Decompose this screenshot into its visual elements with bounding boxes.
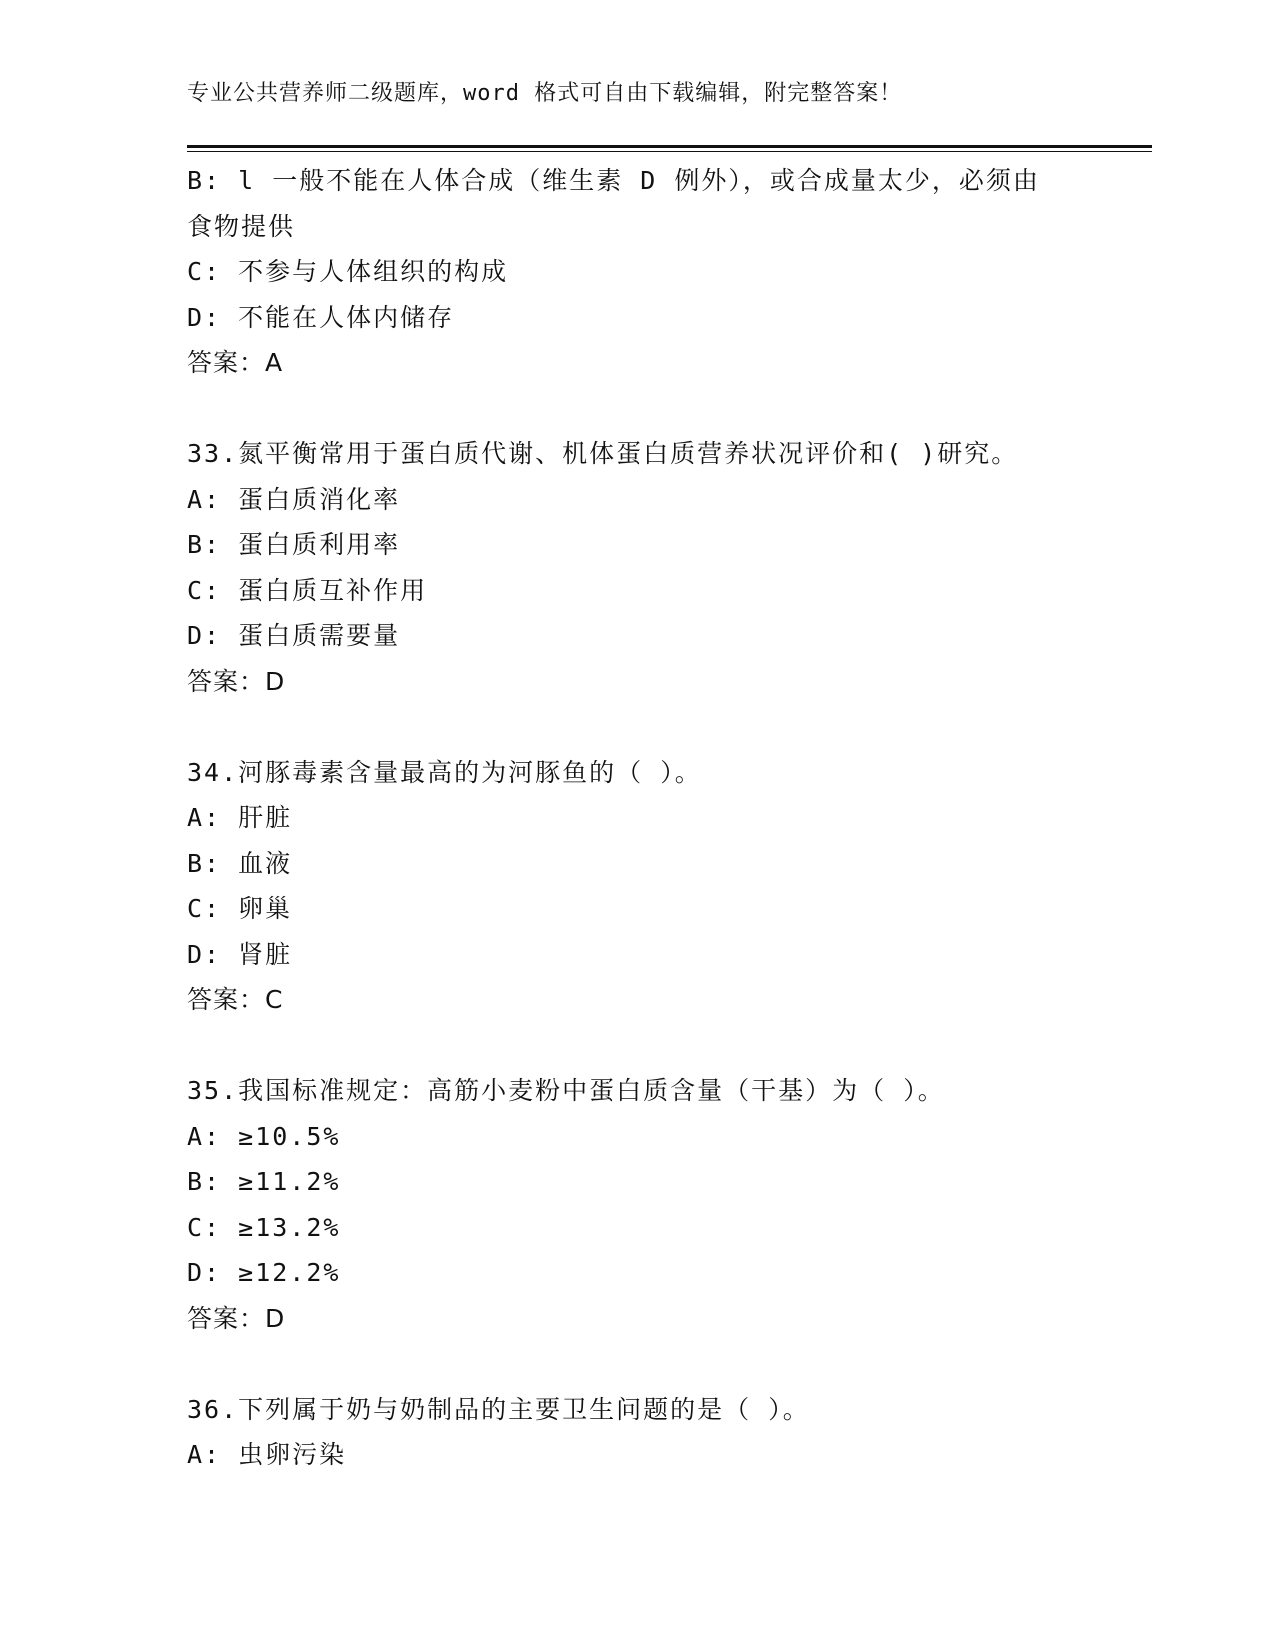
header-rule-thin (187, 151, 1152, 152)
question-content (187, 158, 1087, 1478)
header-rule-thick (187, 145, 1152, 148)
option-b-line2: 食物提供 (187, 211, 296, 241)
option-d: D: ≥12.2% (187, 1258, 341, 1287)
page-header: 专业公共营养师二级题库，word 格式可自由下载编辑，附完整答案！ (187, 81, 903, 106)
option-c: C: 不参与人体组织的构成 (187, 257, 509, 286)
spacer (187, 1341, 1087, 1387)
answer-line: 答案：D (187, 666, 286, 696)
spacer (187, 704, 1087, 750)
option-a: A: 肝脏 (187, 803, 293, 832)
option-b: B: 血液 (187, 848, 293, 878)
spacer (187, 1023, 1087, 1069)
option-a: A: ≥10.5% (187, 1121, 341, 1151)
question-stem: 33.氮平衡常用于蛋白质代谢、机体蛋白质营养状况评价和( )研究。 (187, 439, 1019, 468)
option-c: C: 蛋白质互补作用 (187, 575, 428, 605)
question-stem: 36.下列属于奶与奶制品的主要卫生问题的是（ ）。 (187, 1394, 810, 1424)
option-b-line1: B: l 一般不能在人体合成（维生素 D 例外），或合成量太少，必须由 (187, 166, 1040, 195)
option-c: C: ≥13.2% (187, 1212, 341, 1242)
question-stem: 34.河豚毒素含量最高的为河豚鱼的（ ）。 (187, 757, 702, 787)
option-a: A: 虫卵污染 (187, 1440, 347, 1469)
option-b: B: 蛋白质利用率 (187, 530, 401, 559)
option-a: A: 蛋白质消化率 (187, 484, 401, 514)
option-d: D: 蛋白质需要量 (187, 621, 401, 650)
answer-line: 答案：D (187, 1303, 286, 1333)
option-c: C: 卵巢 (187, 894, 293, 923)
option-d: D: 不能在人体内储存 (187, 302, 455, 332)
option-d: D: 肾脏 (187, 939, 293, 969)
spacer (187, 386, 1087, 432)
question-stem: 35.我国标准规定：高筋小麦粉中蛋白质含量（干基）为（ ）。 (187, 1076, 945, 1105)
answer-line: 答案：A (187, 348, 284, 377)
answer-line: 答案：C (187, 985, 284, 1014)
option-b: B: ≥11.2% (187, 1167, 341, 1196)
